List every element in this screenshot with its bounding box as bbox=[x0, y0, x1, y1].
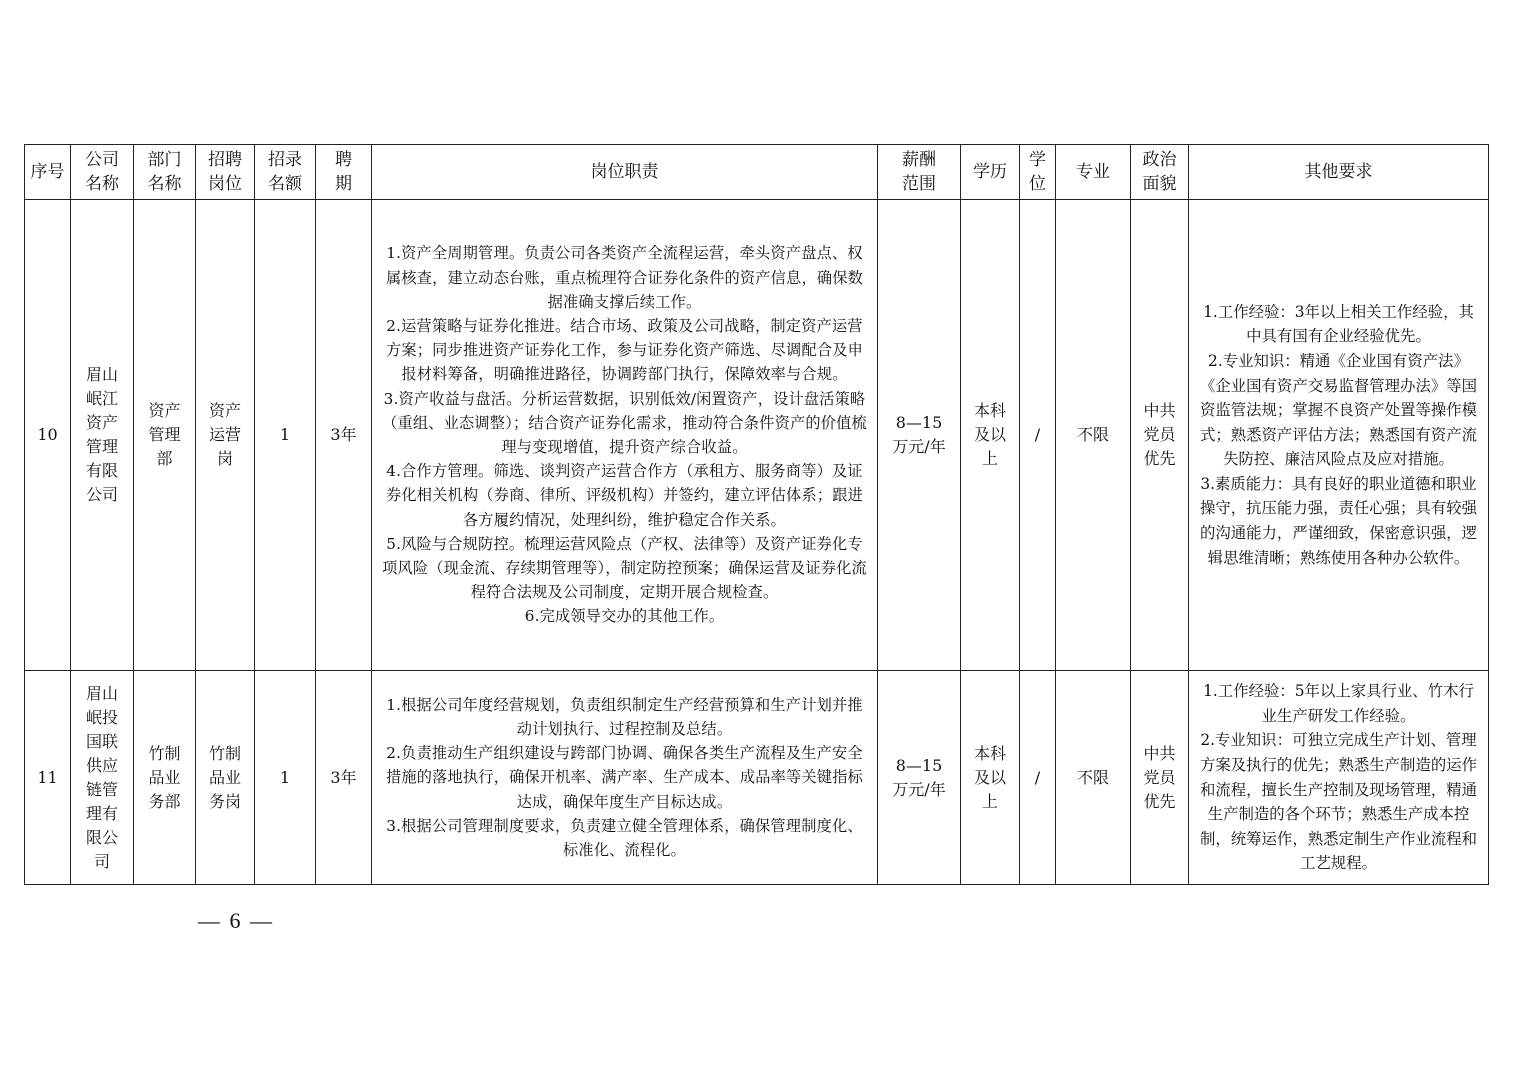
duty-item: 6.完成领导交办的其他工作。 bbox=[524, 607, 725, 626]
row-term: 3年 bbox=[316, 671, 372, 885]
table-header-row bbox=[25, 145, 1489, 200]
requirement-item: 2.专业知识：精通《企业国有资产法》《企业国有资产交易监督管理办法》等国资监管法规；掌握不良资产处置等操作模式；熟悉资产评估方法；熟悉国有资产流失防控、廉洁风险点及应对措施。 bbox=[1199, 351, 1478, 469]
row-position: 资产运营岗 bbox=[196, 200, 255, 671]
row-company: 眉山岷江资产管理有限公司 bbox=[71, 200, 134, 671]
header-department: 部门名称 bbox=[134, 145, 196, 200]
duty-item: 5.风险与合规防控。梳理运营风险点（产权、法律等）及资产证券化专项风险（现金流、存续期管理等），制定防控预案；确保运营及证券化流程符合法规及公司制度，定期开展合规检查。 bbox=[382, 534, 867, 602]
header-degree: 学位 bbox=[1020, 145, 1056, 200]
requirement-item: 1.工作经验：5年以上家具行业、竹木行业生产研发工作经验。 bbox=[1203, 682, 1474, 725]
requirement-item: 1.工作经验：3年以上相关工作经验，其中具有国有企业经验优先。 bbox=[1203, 302, 1474, 346]
row-degree: / bbox=[1020, 671, 1056, 885]
header-company: 公司名称 bbox=[71, 145, 134, 200]
salary-unit: 万元/年 bbox=[892, 437, 946, 456]
row-salary bbox=[878, 200, 961, 671]
row-department: 竹制品业务部 bbox=[134, 671, 196, 885]
row-department: 资产管理部 bbox=[134, 200, 196, 671]
table-row bbox=[25, 671, 1489, 885]
requirement-item: 2.专业知识：可独立完成生产计划、管理方案及执行的优先；熟悉生产制造的运作和流程，擅长生产控制及现场管理，精通生产制造的各个环节；熟悉生产成本控制，统筹运作，熟悉定制生产作业流程和工艺规程。 bbox=[1199, 731, 1478, 873]
header-quota: 招录名额 bbox=[255, 145, 316, 200]
row-duties bbox=[372, 671, 878, 885]
row-duties bbox=[372, 200, 878, 671]
row-quota: 1 bbox=[255, 200, 316, 671]
header-salary: 薪酬范围 bbox=[878, 145, 961, 200]
row-degree: / bbox=[1020, 200, 1056, 671]
row-other-requirements bbox=[1189, 671, 1489, 885]
duty-item: 1.资产全周期管理。负责公司各类资产全流程运营，牵头资产盘点、权属核查，建立动态台账，重点梳理符合证券化条件的资产信息，确保数据准确支撑后续工作。 bbox=[385, 244, 863, 311]
row-company: 眉山岷投国联供应链管理有限公司 bbox=[71, 671, 134, 885]
duty-item: 1.根据公司年度经营规划，负责组织制定生产经营预算和生产计划并推动计划执行、过程控制及总结。 bbox=[386, 695, 863, 738]
row-no: 11 bbox=[25, 671, 71, 885]
row-political: 中共党员优先 bbox=[1131, 200, 1189, 671]
row-salary bbox=[878, 671, 961, 885]
salary-range: 8—15 bbox=[895, 755, 943, 775]
header-duties: 岗位职责 bbox=[372, 145, 878, 200]
row-position: 竹制品业务岗 bbox=[196, 671, 255, 885]
header-position: 招聘岗位 bbox=[196, 145, 255, 200]
duty-item: 4.合作方管理。筛选、谈判资产运营合作方（承租方、服务商等）及证券化相关机构（券商、律所、评级机构）并签约，建立评估体系；跟进各方履约情况，处理纠纷，维护稳定合作关系。 bbox=[385, 462, 863, 529]
duty-item: 3.资产收益与盘活。分析运营数据，识别低效/闲置资产，设计盘活策略（重组、业态调整）；结合资产证券化需求，推动符合条件资产的价值梳理与变现增值，提升资产综合收益。 bbox=[382, 389, 867, 456]
duty-item: 3.根据公司管理制度要求，负责建立健全管理体系，确保管理制度化、标准化、流程化。 bbox=[386, 816, 863, 859]
header-education: 学历 bbox=[961, 145, 1020, 200]
header-political: 政治面貌 bbox=[1131, 145, 1189, 200]
row-no: 10 bbox=[25, 200, 71, 671]
duty-item: 2.负责推动生产组织建设与跨部门协调、确保各类生产流程及生产安全措施的落地执行，确保开机率、满产率、生产成本、成品率等关键指标达成，确保年度生产目标达成。 bbox=[385, 744, 863, 811]
table-row bbox=[25, 200, 1489, 671]
header-no: 序号 bbox=[25, 145, 71, 200]
row-education: 本科及以上 bbox=[961, 671, 1020, 885]
salary-unit: 万元/年 bbox=[892, 779, 946, 799]
row-other-requirements bbox=[1189, 200, 1489, 671]
row-major: 不限 bbox=[1056, 200, 1131, 671]
page-number: — 6 — bbox=[198, 908, 274, 933]
salary-range: 8—15 bbox=[895, 413, 943, 432]
row-term: 3年 bbox=[316, 200, 372, 671]
row-quota: 1 bbox=[255, 671, 316, 885]
header-major: 专业 bbox=[1056, 145, 1131, 200]
header-other: 其他要求 bbox=[1189, 145, 1489, 200]
duty-item: 2.运营策略与证券化推进。结合市场、政策及公司战略，制定资产运营方案；同步推进资产证券化工作，参与证券化资产筛选、尽调配合及申报材料筹备，明确推进路径，协调跨部门执行，保障效率与合规。 bbox=[385, 316, 863, 384]
row-education: 本科及以上 bbox=[961, 200, 1020, 671]
header-term: 聘期 bbox=[316, 145, 372, 200]
row-major: 不限 bbox=[1056, 671, 1131, 885]
requirement-item: 3.素质能力：具有良好的职业道德和职业操守，抗压能力强，责任心强；具有较强的沟通能力，严谨细致，保密意识强，逻辑思维清晰；熟练使用各种办公软件。 bbox=[1199, 474, 1478, 567]
recruitment-table bbox=[24, 144, 1489, 885]
row-political: 中共党员优先 bbox=[1131, 671, 1189, 885]
